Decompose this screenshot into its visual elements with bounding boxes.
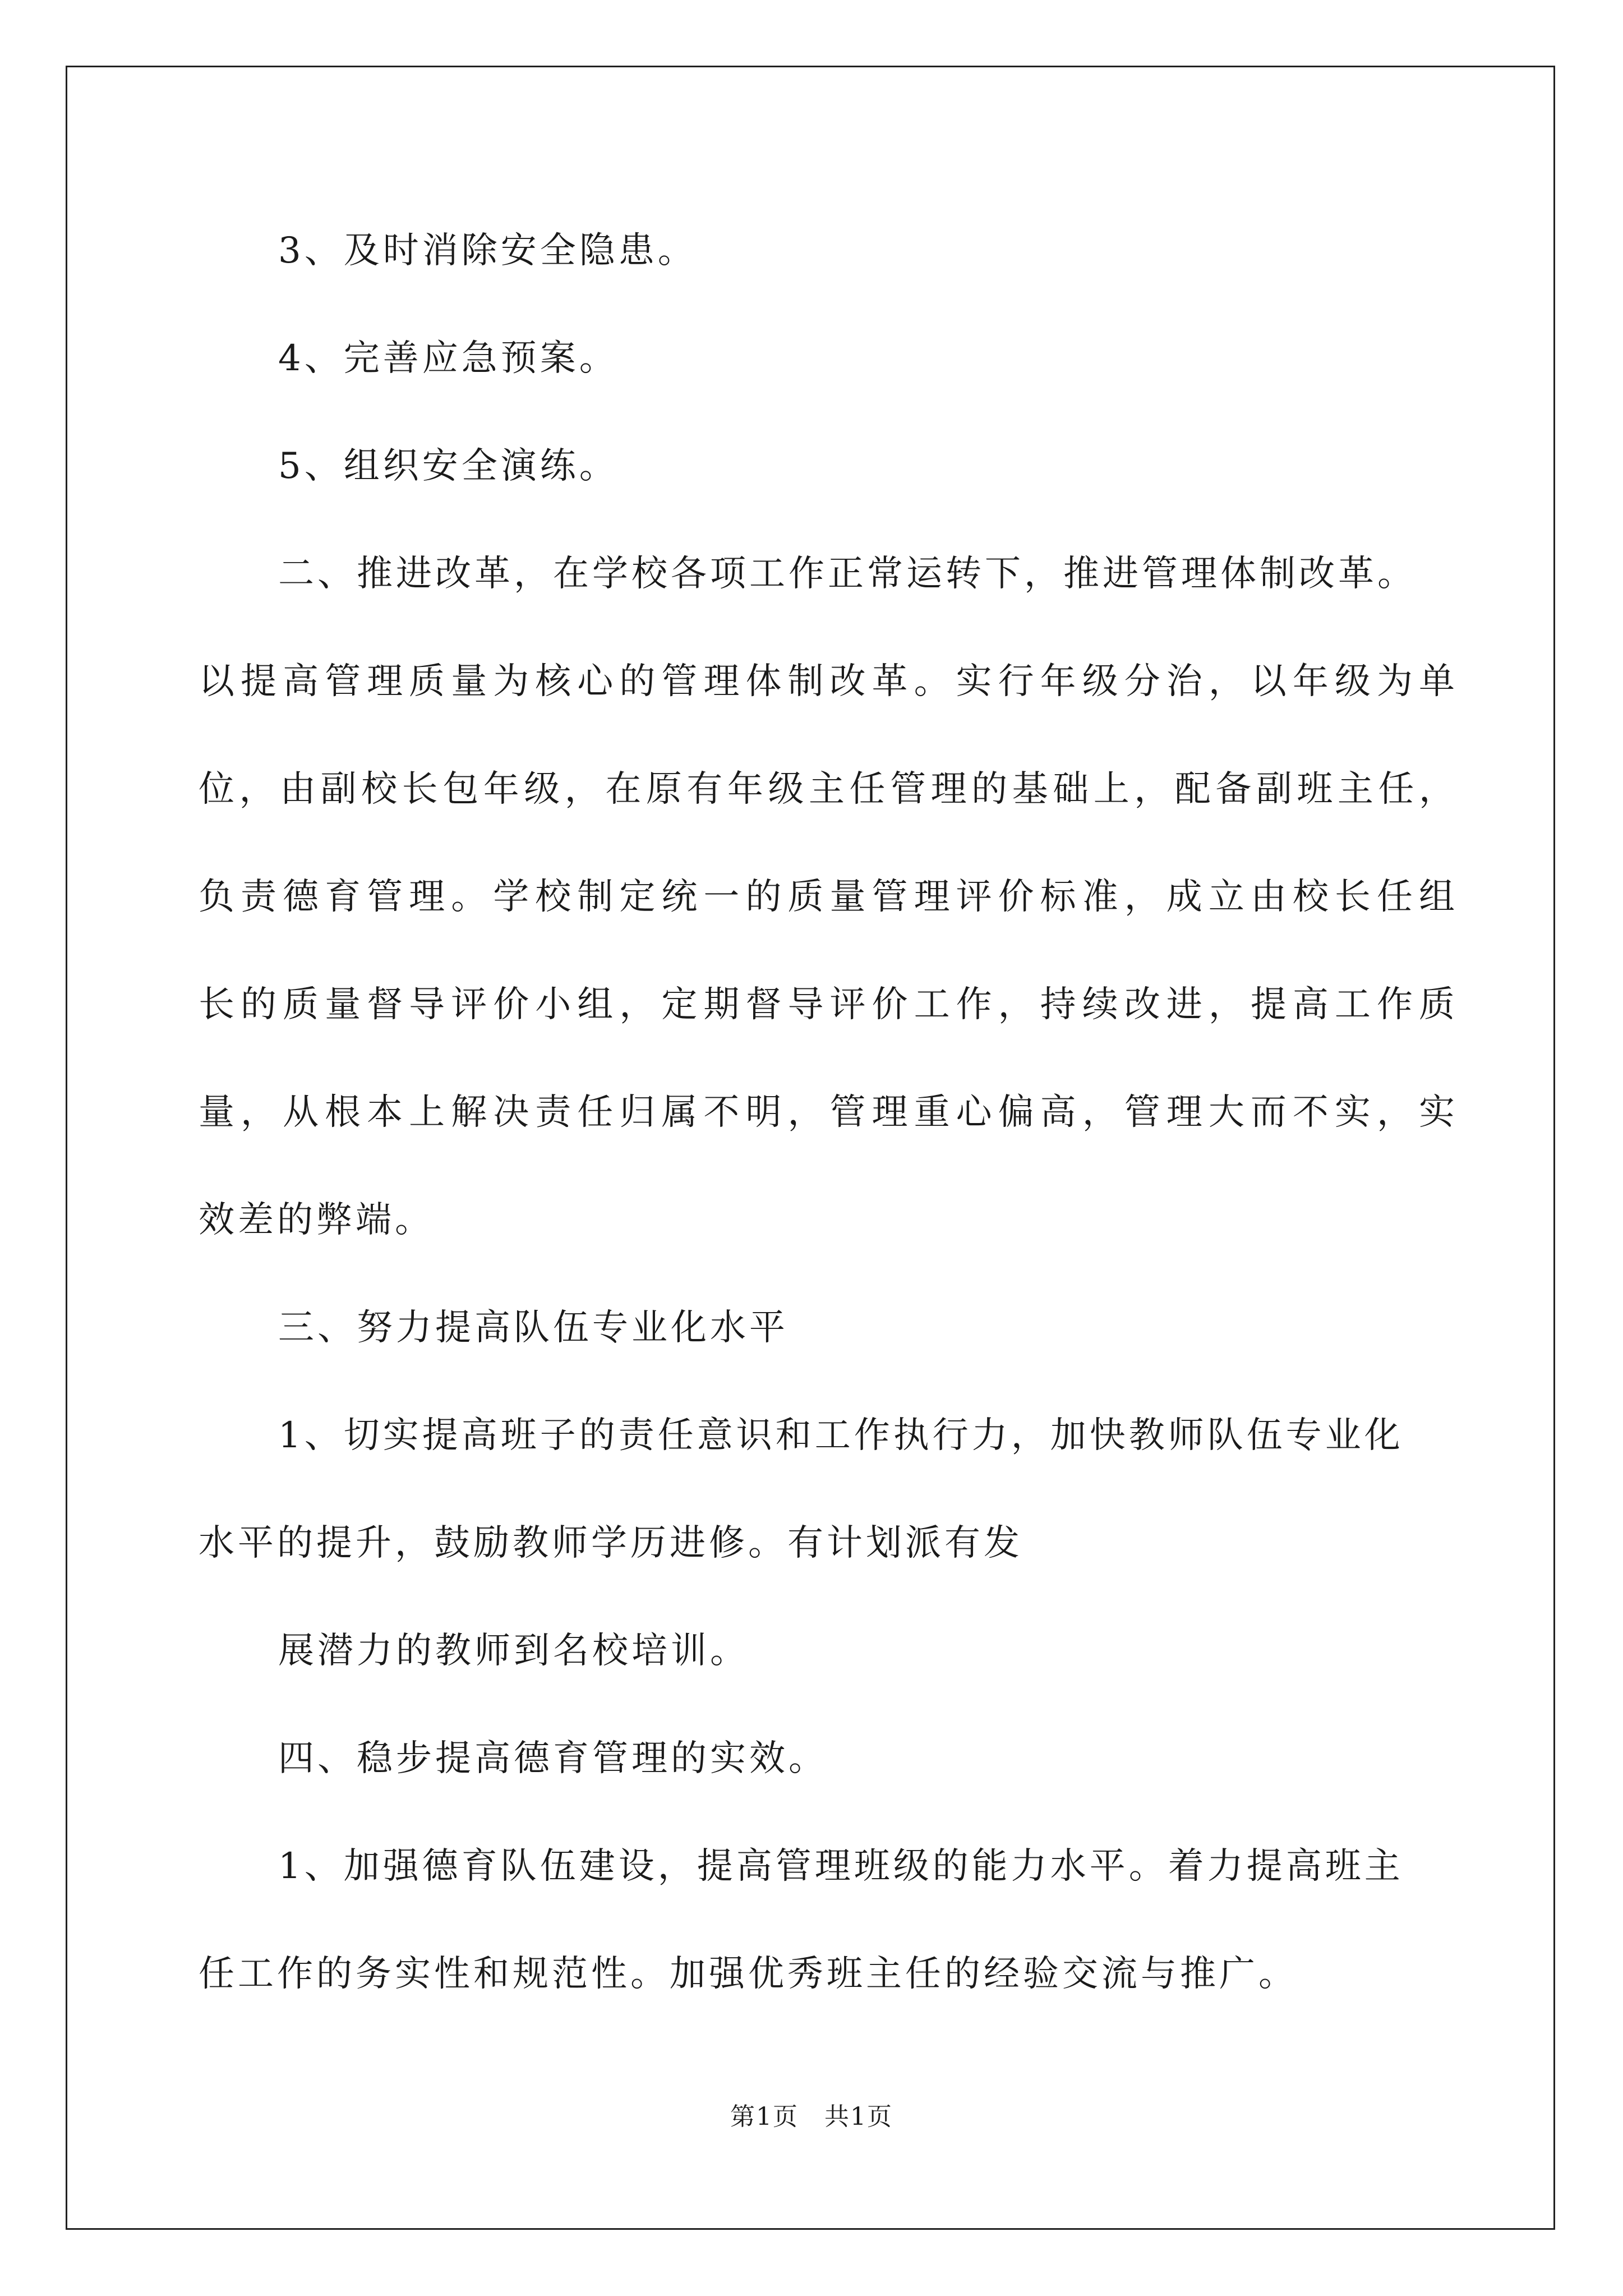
text-line: 位，由副校长包年级，在原有年级主任管理的基础上，配备副班主任， bbox=[199, 769, 1455, 810]
text-line: 1、加强德育队伍建设，提高管理班级的能力水平。着力提高班主 bbox=[278, 1846, 1404, 1887]
text-line: 4、完善应急预案。 bbox=[278, 338, 619, 379]
text-line: 5、组织安全演练。 bbox=[278, 445, 619, 487]
text-line: 3、及时消除安全隐患。 bbox=[278, 230, 697, 272]
text-line: 水平的提升，鼓励教师学历进修。有计划派有发 bbox=[199, 1522, 1023, 1564]
text-line: 1、切实提高班子的责任意识和工作执行力，加快教师队伍专业化 bbox=[278, 1415, 1404, 1456]
text-line: 以提高管理质量为核心的管理体制改革。实行年级分治，以年级为单 bbox=[199, 661, 1455, 702]
section-heading: 三、努力提高队伍专业化水平 bbox=[278, 1307, 789, 1349]
text-line: 负责德育管理。学校制定统一的质量管理评价标准，成立由校长任组 bbox=[199, 876, 1455, 918]
text-line: 长的质量督导评价小组，定期督导评价工作，持续改进，提高工作质 bbox=[199, 984, 1455, 1025]
text-line: 效差的弊端。 bbox=[199, 1199, 434, 1241]
text-line: 任工作的务实性和规范性。加强优秀班主任的经验交流与推广。 bbox=[199, 1953, 1298, 1995]
text-line: 展潜力的教师到名校培训。 bbox=[278, 1630, 749, 1672]
section-heading: 四、稳步提高德育管理的实效。 bbox=[278, 1738, 828, 1779]
text-line: 二、推进改革，在学校各项工作正常运转下，推进管理体制改革。 bbox=[278, 553, 1417, 595]
text-line: 量，从根本上解决责任归属不明，管理重心偏高，管理大而不实，实 bbox=[199, 1092, 1455, 1133]
page-border bbox=[66, 66, 1555, 2230]
page-footer: 第1页 共1页 bbox=[730, 2102, 893, 2131]
